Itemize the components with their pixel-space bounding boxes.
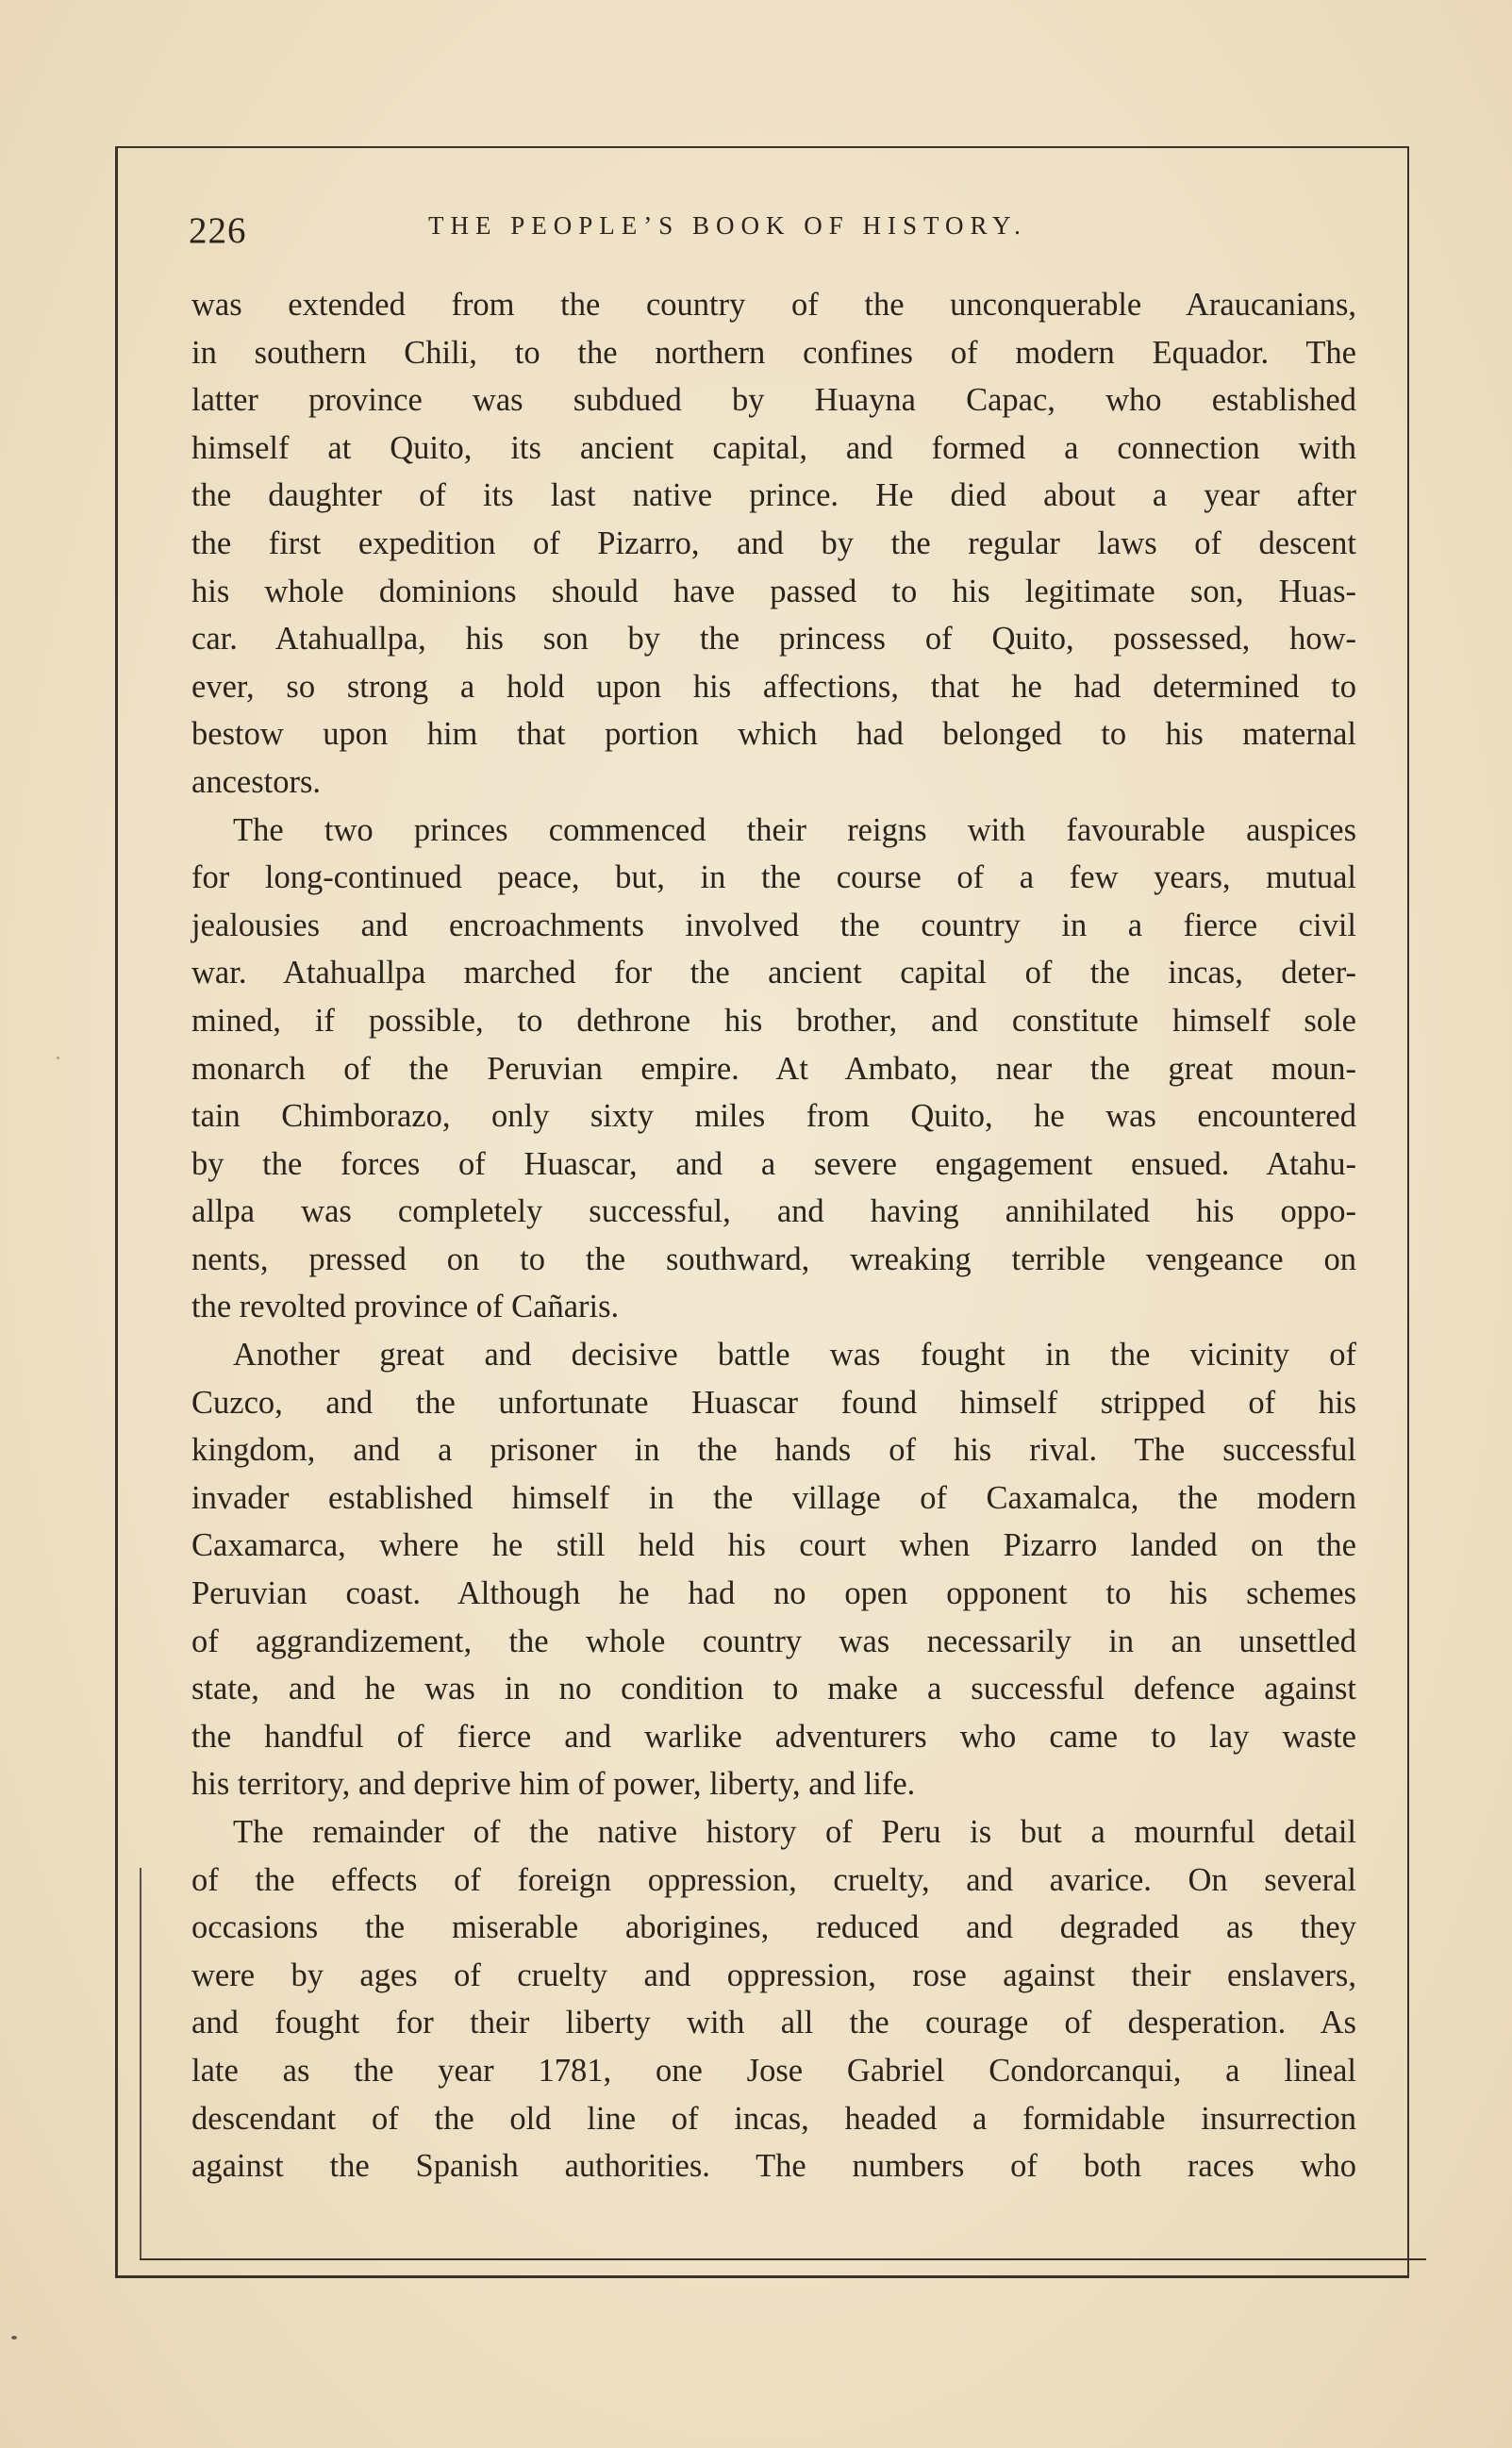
text-line: war. Atahuallpa marched for the ancient capital of the incas, deter- [191, 955, 1356, 991]
body-text [191, 281, 1356, 2190]
text-line: nents, pressed on to the southward, wreaking terrible vengeance on [191, 1241, 1356, 1277]
text-line: for long-continued peace, but, in the course of a few years, mutual [191, 859, 1356, 896]
page-number: 226 [189, 210, 247, 251]
text-line: latter province was subdued by Huayna Capac, who established [191, 382, 1356, 419]
text-line: allpa was completely successful, and having annihilated his oppo- [191, 1193, 1356, 1230]
page-border-inner-bottom [140, 2258, 1426, 2260]
text-line: Cuzco, and the unfortunate Huascar found himself stripped of his [191, 1384, 1356, 1421]
text-line: tain Chimborazo, only sixty miles from Quito, he was encountered [191, 1098, 1356, 1135]
text-line: ancestors. [191, 763, 321, 800]
text-line: mined, if possible, to dethrone his brother, and constitute himself sole [191, 1002, 1356, 1039]
text-line: The remainder of the native history of Peru is but a mournful detail [233, 1814, 1356, 1850]
text-line: by the forces of Huascar, and a severe engagement ensued. Atahu- [191, 1145, 1356, 1182]
text-line: state, and he was in no condition to make a successful defence against [191, 1671, 1356, 1707]
text-line: himself at Quito, its ancient capital, and formed a connection with [191, 429, 1356, 466]
text-line: the handful of fierce and warlike adventurers who came to lay waste [191, 1718, 1356, 1755]
text-line: late as the year 1781, one Jose Gabriel Condorcanqui, a lineal [191, 2052, 1356, 2089]
text-line: and fought for their liberty with all the courage of desperation. As [191, 2005, 1356, 2041]
text-line: Another great and decisive battle was fought in the vicinity of [233, 1337, 1356, 1374]
text-line: his whole dominions should have passed to his legitimate son, Huas- [191, 573, 1356, 609]
paper-speck [57, 1057, 59, 1059]
text-line: was extended from the country of the unconquerable Araucanians, [191, 287, 1356, 323]
text-line: occasions the miserable aborigines, reduced and degraded as they [191, 1909, 1356, 1946]
text-line: the daughter of its last native prince. He died about a year after [191, 477, 1356, 514]
text-line: against the Spanish authorities. The numbers of both races who [191, 2148, 1356, 2185]
text-line: Peruvian coast. Although he had no open opponent to his schemes [191, 1575, 1356, 1612]
text-line: the revolted province of Cañaris. [191, 1289, 620, 1325]
running-head [189, 198, 1358, 255]
text-line: car. Atahuallpa, his son by the princess of Quito, possessed, how- [191, 621, 1356, 658]
page-border-inner-left [140, 1868, 141, 2258]
text-line: were by ages of cruelty and oppression, rose against their enslavers, [191, 1957, 1356, 1993]
text-line: Caxamarca, where he still held his court when Pizarro landed on the [191, 1527, 1356, 1564]
text-line: invader established himself in the village of Caxamalca, the modern [191, 1479, 1356, 1516]
paper-speck [11, 2336, 17, 2340]
text-line: of aggrandizement, the whole country was necessarily in an unsettled [191, 1623, 1356, 1659]
text-line: monarch of the Peruvian empire. At Ambato, near the great moun- [191, 1050, 1356, 1087]
text-line: jealousies and encroachments involved the country in a fierce civil [191, 907, 1356, 943]
text-line: of the effects of foreign oppression, cruelty, and avarice. On several [191, 1861, 1356, 1898]
book-title: THE PEOPLE’S BOOK OF HISTORY. [428, 211, 1027, 240]
text-line: The two princes commenced their reigns with favourable auspices [233, 811, 1356, 848]
text-line: ever, so strong a hold upon his affections, that he had determined to [191, 668, 1356, 705]
text-line: kingdom, and a prisoner in the hands of his rival. The successful [191, 1432, 1356, 1469]
text-line: descendant of the old line of incas, headed a formidable insurrection [191, 2100, 1356, 2137]
text-line: in southern Chili, to the northern confines of modern Equador. The [191, 334, 1356, 371]
text-line: the first expedition of Pizarro, and by the regular laws of descent [191, 525, 1356, 561]
text-line: bestow upon him that portion which had belonged to his maternal [191, 716, 1356, 753]
text-line: his territory, and deprive him of power, liberty, and life. [191, 1766, 916, 1803]
